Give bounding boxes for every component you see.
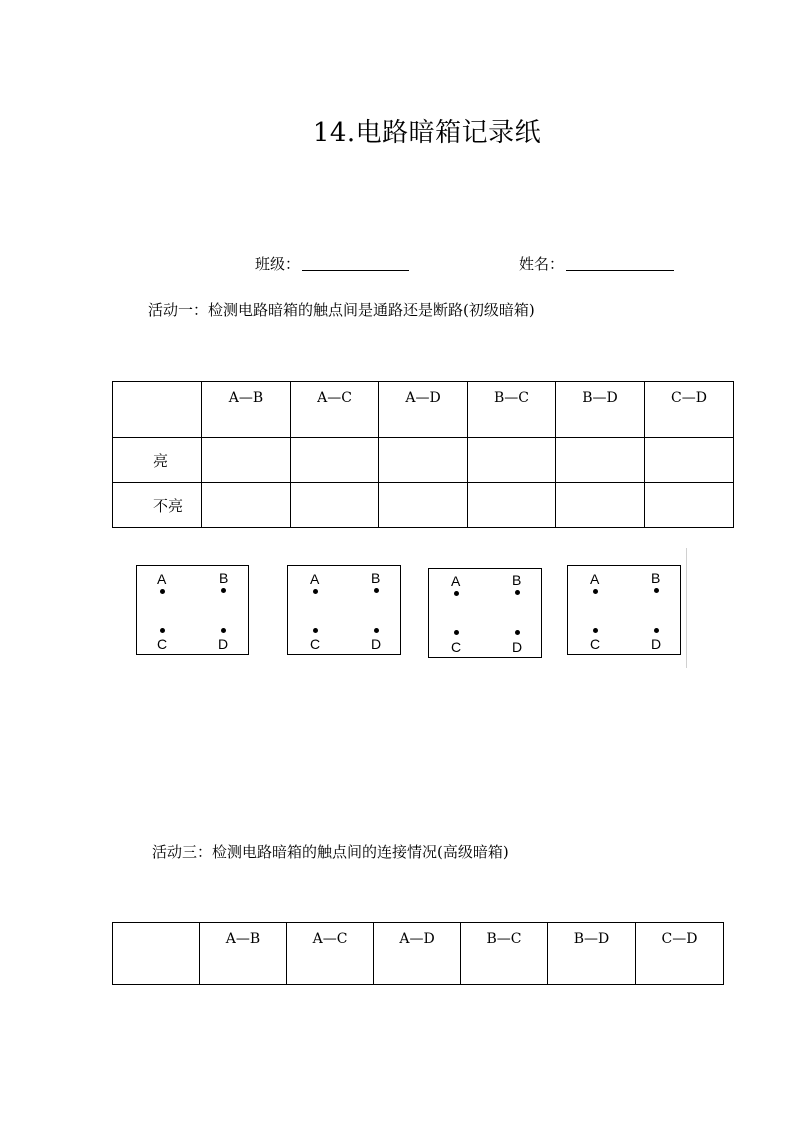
column-header: A—B xyxy=(202,382,291,438)
page-title: 14.电路暗箱记录纸 xyxy=(312,118,542,148)
contact-point xyxy=(593,628,598,633)
answer-cell[interactable] xyxy=(468,438,556,483)
contact-label: B xyxy=(219,570,229,586)
contact-point xyxy=(515,590,520,595)
column-header: A—D xyxy=(379,382,468,438)
contact-point xyxy=(221,588,226,593)
contact-point xyxy=(313,589,318,594)
contact-label: A xyxy=(451,573,461,589)
corner-cell xyxy=(113,923,200,985)
contact-point xyxy=(160,589,165,594)
black-box-diagram xyxy=(136,565,249,655)
column-header: B—C xyxy=(468,382,556,438)
contact-point xyxy=(374,588,379,593)
column-header: A—D xyxy=(374,923,461,985)
column-header: B—D xyxy=(556,382,645,438)
contact-label: B xyxy=(651,570,661,586)
contact-label: A xyxy=(157,571,167,587)
answer-cell[interactable] xyxy=(291,483,379,528)
column-header: B—D xyxy=(548,923,636,985)
contact-label: D xyxy=(512,639,523,655)
contact-point xyxy=(221,628,226,633)
answer-cell[interactable] xyxy=(556,483,645,528)
table-header-row xyxy=(113,382,734,438)
contact-point xyxy=(454,630,459,635)
contact-label: B xyxy=(512,572,522,588)
column-header: A—C xyxy=(287,923,374,985)
column-header: B—C xyxy=(461,923,548,985)
answer-cell[interactable] xyxy=(202,483,291,528)
row-label: 亮 xyxy=(113,438,202,483)
column-header: C—D xyxy=(645,382,734,438)
divider xyxy=(686,548,687,668)
contact-point xyxy=(593,589,598,594)
contact-point xyxy=(654,628,659,633)
class-field[interactable] xyxy=(302,270,409,271)
contact-label: D xyxy=(651,636,662,652)
answer-cell[interactable] xyxy=(379,438,468,483)
contact-label: C xyxy=(310,636,321,652)
contact-label: B xyxy=(371,570,381,586)
contact-point xyxy=(374,628,379,633)
black-box-diagram xyxy=(567,565,681,655)
contact-label: C xyxy=(451,639,462,655)
table-header-row xyxy=(113,923,724,985)
black-box-diagram xyxy=(287,565,401,655)
table-row xyxy=(113,483,734,528)
black-box-diagram xyxy=(428,568,542,658)
class-label: 班级： xyxy=(255,255,301,273)
contact-label: C xyxy=(590,636,601,652)
contact-point xyxy=(160,628,165,633)
answer-cell[interactable] xyxy=(645,438,734,483)
answer-cell[interactable] xyxy=(645,483,734,528)
contact-label: C xyxy=(157,636,168,652)
activity1-heading: 活动一：检测电路暗箱的触点间是通路还是断路(初级暗箱) xyxy=(148,301,535,319)
contact-point xyxy=(313,628,318,633)
table-row xyxy=(113,438,734,483)
contact-label: D xyxy=(371,636,382,652)
contact-point xyxy=(454,591,459,596)
column-header: C—D xyxy=(636,923,724,985)
contact-point xyxy=(654,588,659,593)
contact-point xyxy=(515,630,520,635)
contact-label: A xyxy=(310,571,320,587)
column-header: A—B xyxy=(200,923,287,985)
column-header: A—C xyxy=(291,382,379,438)
answer-cell[interactable] xyxy=(202,438,291,483)
answer-cell[interactable] xyxy=(468,483,556,528)
row-label: 不亮 xyxy=(113,483,202,528)
name-label: 姓名： xyxy=(519,255,565,273)
activity3-heading: 活动三：检测电路暗箱的触点间的连接情况(高级暗箱) xyxy=(152,843,509,861)
activity1-table xyxy=(112,381,734,528)
corner-cell xyxy=(113,382,202,438)
answer-cell[interactable] xyxy=(556,438,645,483)
answer-cell[interactable] xyxy=(291,438,379,483)
contact-label: A xyxy=(590,571,600,587)
activity3-table xyxy=(112,922,724,985)
name-field[interactable] xyxy=(566,270,674,271)
contact-label: D xyxy=(218,636,229,652)
answer-cell[interactable] xyxy=(379,483,468,528)
